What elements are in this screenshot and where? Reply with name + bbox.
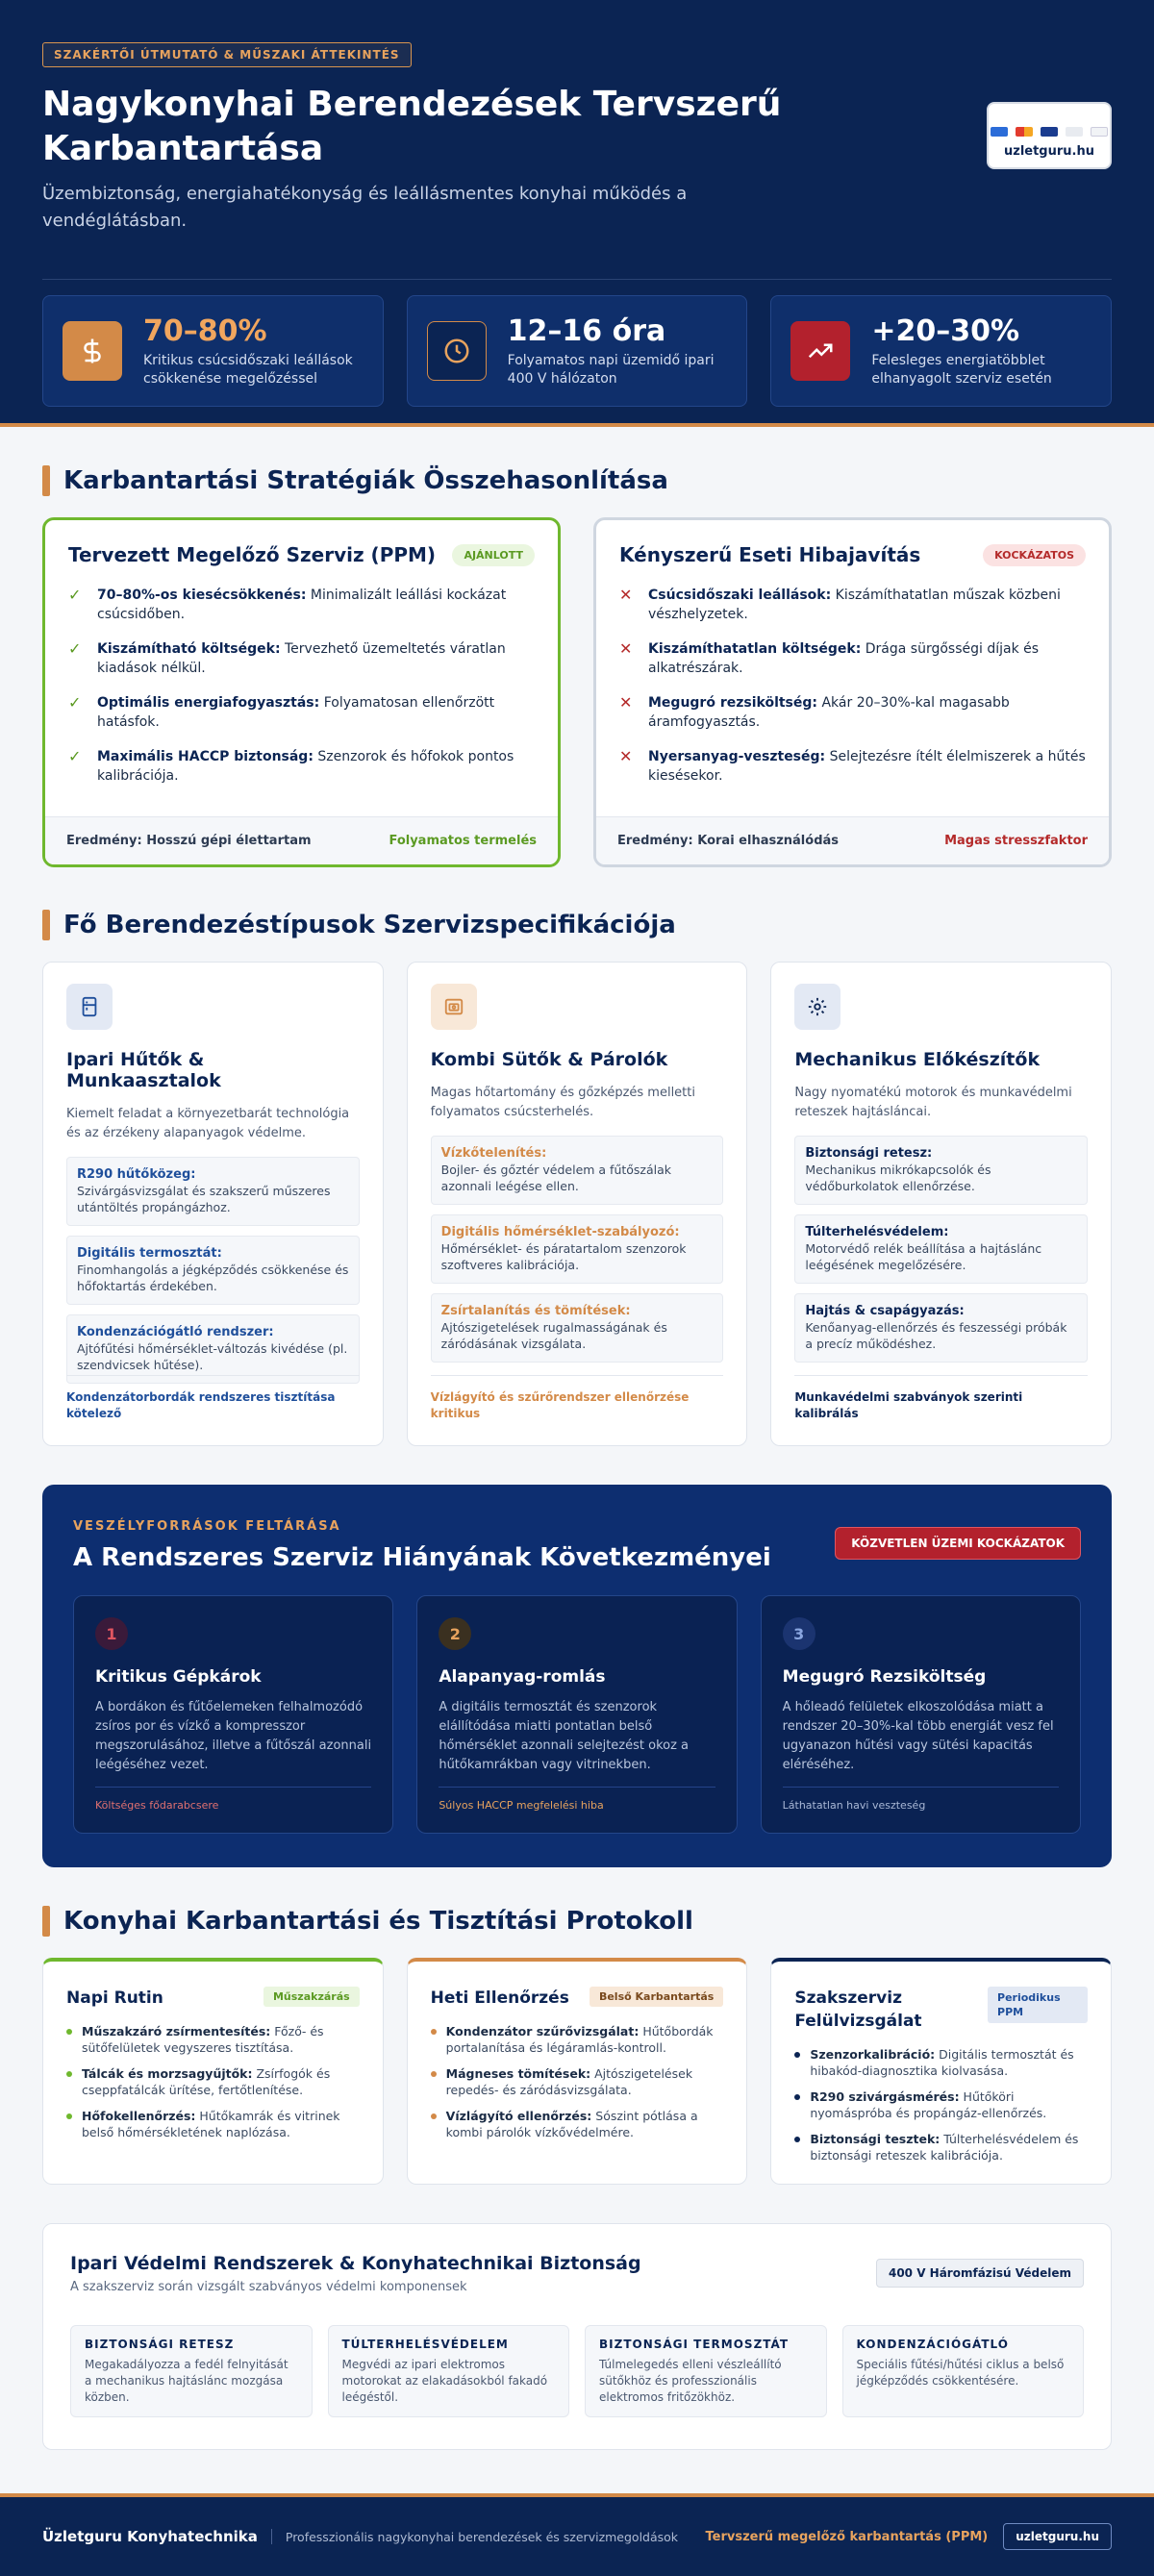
bullet-icon <box>794 2137 800 2142</box>
risk-kicker: VESZÉLYFORRÁSOK FELTÁRÁSA <box>73 1519 341 1534</box>
footer-text: Professzionális nagykonyhai berendezések és szervizmegoldások <box>285 2529 679 2544</box>
payment-cards <box>989 127 1110 137</box>
section-accent-bar <box>42 1906 50 1937</box>
oven-icon <box>431 984 477 1030</box>
spec-item: Biztonsági retesz: Mechanikus mikrókapcsolók és védőburkolatok ellenőrzése. <box>794 1136 1088 1205</box>
list-item: Hőfokellenőrzés: Hűtőkamrák és vitrinek belső hőmérsékletének naplózása. <box>66 2108 360 2140</box>
protocol-title: Napi Rutin <box>66 1988 163 2008</box>
list-item: ✓ 70–80%-os kiesécsökkenés: Minimalizált leállási kockázat csúcsidőben. <box>68 586 507 622</box>
protocol-card-service <box>770 1958 1112 2185</box>
check-icon: ✓ <box>68 693 82 712</box>
hero-badge: SZAKÉRTŐI ÚTMUTATÓ & MŰSZAKI ÁTTEKINTÉS <box>42 42 412 67</box>
protocol-tag: Belső Karbantartás <box>590 1987 723 2007</box>
comparison-row <box>42 517 1112 867</box>
bullet-icon <box>794 2094 800 2100</box>
spec-item: Hajtás & csapágyazás: Kenőanyag-ellenőrzés és feszességi próbák a precíz működéshez. <box>794 1293 1088 1363</box>
page-subtitle: Üzembiztonság, energiahatékonyság és leállásmentes konyhai működés a vendéglátásban. <box>42 184 688 231</box>
safety-item-title: TÚLTERHELÉSVÉDELEM <box>341 2338 509 2351</box>
risk-card-foot: Költséges fődarabcsere <box>95 1787 371 1812</box>
section-header <box>42 910 1112 940</box>
bullet-icon <box>66 2071 72 2077</box>
bullet-icon <box>66 2029 72 2035</box>
spec-footer: Vízlágyító és szűrőrendszer ellenőrzése kritikus <box>431 1375 724 1422</box>
spec-item: Túlterhelésvédelem: Motorvédő relék beállítása a hajtáslánc leégésének megelőzésére. <box>794 1214 1088 1284</box>
card-icon <box>1066 127 1083 137</box>
card-footer <box>596 816 1109 864</box>
safety-item-desc: Megvédi az ipari elektromos motorokat az elakadásokból fakadó leégéstől. <box>341 2358 548 2404</box>
card-footer <box>45 816 558 864</box>
spec-desc: Kiemelt feladat a környezetbarát technológia és az érzékeny alapanyagok védelme. <box>66 1107 350 1140</box>
stat-desc: Folyamatos napi üzemidő ipari 400 V hálózaton <box>507 352 715 387</box>
list-item: ✕ Csúcsidőszaki leállások: Kiszámíthatatlan műszak közbeni vészhelyzetek. <box>619 586 1061 622</box>
card-icon <box>1091 127 1108 137</box>
protocol-card-daily <box>42 1958 384 2185</box>
cross-icon: ✕ <box>619 693 633 712</box>
check-icon: ✓ <box>68 747 82 765</box>
risk-panel <box>42 1485 1112 1867</box>
risky-badge: KOCKÁZATOS <box>983 544 1086 566</box>
risk-number: 2 <box>439 1617 471 1650</box>
safety-panel <box>42 2223 1112 2450</box>
protocol-title: Szakszerviz Felülvizsgálat <box>794 1988 922 2031</box>
stat-card <box>770 295 1112 407</box>
risk-number: 3 <box>783 1617 815 1650</box>
risk-card-desc: A digitális termosztát és szenzorok elállítódása miatti pontatlan belső hőmérséklet azonnali selejtezést okoz a hűtőkamrákban vagy vitrinekben. <box>439 1700 690 1772</box>
spec-card-fridges <box>42 962 384 1446</box>
spec-item: Digitális termosztát: Finomhangolás a jégképződés csökkenése és hőfoktartás érdekében. <box>66 1236 360 1305</box>
spec-title: Kombi Sütők & Párolók <box>430 1049 668 1070</box>
stat-value: 70–80% <box>143 313 267 348</box>
risk-list <box>596 566 1109 786</box>
list-item: ✓ Optimális energiafogyasztás: Folyamatosan ellenőrzött hatásfok. <box>68 693 495 730</box>
risk-card-desc: A hőleadó felületek elkoszolódása miatt a rendszer 20–30%-kal több energiát vesz fel ugyanazon hűtési vagy sütési kapacitás eléréséhez. <box>782 1700 1054 1772</box>
protocol-row <box>42 1958 1112 2185</box>
section-title: Konyhai Karbantartási és Tisztítási Protokoll <box>63 1907 693 1936</box>
stat-desc: Kritikus csúcsidőszaki leállások csökkenése megelőzéssel <box>143 352 353 387</box>
check-icon: ✓ <box>68 639 82 658</box>
list-item: ✕ Nyersanyag-veszteség: Selejtezésre ítélt élelmiszerek a hűtés kiesésekor. <box>619 747 1086 784</box>
stat-desc: Felesleges energiatöbblet elhanyagolt szerviz esetén <box>871 352 1052 387</box>
risk-card-title: Kritikus Gépkárok <box>95 1667 262 1687</box>
page-title: Nagykonyhai Berendezések Tervszerű Karbantartása <box>42 85 782 168</box>
cross-icon: ✕ <box>619 747 633 765</box>
risk-card <box>416 1595 737 1834</box>
fridge-icon <box>66 984 113 1030</box>
risk-number: 1 <box>95 1617 128 1650</box>
safety-item-title: BIZTONSÁGI TERMOSZTÁT <box>599 2338 790 2351</box>
safety-item-title: KONDENZÁCIÓGÁTLÓ <box>856 2338 1009 2351</box>
card-icon <box>1041 127 1058 137</box>
list-item: ✓ Maximális HACCP biztonság: Szenzorok és hőfokok pontos kalibrációja. <box>68 747 514 784</box>
card-title: Kényszerű Eseti Hibajavítás <box>619 543 921 566</box>
list-item: Mágneses tömítések: Ajtószigetelések repedés- és záródásvizsgálata. <box>431 2065 724 2098</box>
list-item: Szenzorkalibráció: Digitális termosztát és hibakód-diagnosztika kiolvasása. <box>794 2046 1088 2079</box>
section-title: Fő Berendezéstípusok Szervizspecifikációja <box>63 911 676 939</box>
spec-footer: Munkavédelmi szabványok szerinti kalibrálás <box>794 1375 1088 1422</box>
footer-result: Eredmény: Hosszú gépi élettartam <box>66 834 312 848</box>
cross-icon: ✕ <box>619 586 633 604</box>
safety-item-title: BIZTONSÁGI RETESZ <box>85 2338 235 2351</box>
safety-item <box>70 2325 313 2417</box>
gear-icon <box>794 984 840 1030</box>
stat-card <box>42 295 384 407</box>
trend-up-icon <box>790 321 850 381</box>
divider <box>42 279 1112 280</box>
brand-name: uzletguru.hu <box>1004 144 1094 159</box>
safety-title: Ipari Védelmi Rendszerek & Konyhatechnikai Biztonság <box>70 2253 641 2274</box>
safety-item-desc: Túlmelegedés elleni vészleállító sütőkhöz és professzionális elektromos fritőzökhöz. <box>599 2358 782 2404</box>
safety-item <box>585 2325 827 2417</box>
spec-item: R290 hűtőközeg: Szivárgásvizsgálat és szakszerű műszeres utántöltés propángázhoz. <box>66 1157 360 1226</box>
section-header <box>42 465 1112 496</box>
list-item: Biztonsági tesztek: Túlterhelésvédelem és biztonsági reteszek kalibrációja. <box>794 2131 1088 2163</box>
website-button[interactable]: uzletguru.hu <box>1003 2523 1112 2550</box>
page-footer <box>0 2493 1154 2576</box>
safety-subtitle: A szakszerviz során vizsgált szabványos védelmi komponensek <box>70 2280 467 2294</box>
risk-card-title: Megugró Rezsiköltség <box>782 1667 987 1687</box>
protocol-title: Heti Ellenőrzés <box>430 1988 569 2008</box>
safety-item <box>328 2325 570 2417</box>
footer-brand: Üzletguru Konyhatechnika <box>42 2528 258 2545</box>
brand-logo-box[interactable] <box>987 102 1112 169</box>
spec-card-mechanical <box>770 962 1112 1446</box>
equipment-specs <box>42 962 1112 1446</box>
risk-card-foot: Súlyos HACCP megfelelési hiba <box>439 1787 715 1812</box>
section-accent-bar <box>42 465 50 496</box>
risk-card-desc: A bordákon és fűtőelemeken felhalmozódó zsíros por és vízkő a kompresszor megszorulásához, illetve a fűtőszál azonnali leégéséhez vezet. <box>95 1700 372 1772</box>
spec-item: Kondenzációgátló rendszer: Ajtófűtési hőmérséklet-változás kivédése (pl. szendvicsek hűtése). <box>66 1314 360 1384</box>
reactive-card <box>593 517 1112 867</box>
bullet-icon <box>431 2113 437 2119</box>
bullet-icon <box>794 2052 800 2058</box>
section-header <box>42 1906 1112 1937</box>
list-item: ✕ Kiszámíthatatlan költségek: Drága sürgősségi díjak és alkatrészárak. <box>619 639 1040 676</box>
list-item: Kondenzátor szűrővizsgálat: Hűtőbordák portalanítása és légáramlás-kontroll. <box>431 2023 724 2056</box>
spec-card-ovens <box>407 962 748 1446</box>
list-item: ✓ Kiszámítható költségek: Tervezhető üzemeltetés váratlan kiadások nélkül. <box>68 639 506 676</box>
risk-badge: KÖZVETLEN ÜZEMI KOCKÁZATOK <box>835 1527 1081 1560</box>
protocol-tag: Periodikus PPM <box>988 1987 1088 2023</box>
footer-result: Eredmény: Korai elhasználódás <box>617 834 840 848</box>
voltage-badge: 400 V Háromfázisú Védelem <box>876 2259 1084 2288</box>
risk-title: A Rendszeres Szerviz Hiányának Következményei <box>73 1543 771 1572</box>
card-icon <box>1016 127 1033 137</box>
spec-item: Vízkőtelenítés: Bojler- és gőztér védelem a fűtőszálak azonnali leégése ellen. <box>431 1136 724 1205</box>
safety-item-desc: Speciális fűtési/hűtési ciklus a belső jégképződés csökkentésére. <box>856 2358 1065 2388</box>
safety-item-desc: Megakadályozza a fedél felnyitását a mechanikus hajtáslánc mozgása közben. <box>85 2358 288 2404</box>
dollar-icon <box>63 321 122 381</box>
protocol-card-weekly <box>407 1958 748 2185</box>
card-icon <box>991 127 1008 137</box>
bullet-icon <box>431 2071 437 2077</box>
section-title: Karbantartási Stratégiák Összehasonlítása <box>63 466 668 495</box>
spec-title: Mechanikus Előkészítők <box>794 1049 1041 1070</box>
risk-card-title: Alapanyag-romlás <box>439 1667 606 1687</box>
cross-icon: ✕ <box>619 639 633 658</box>
divider <box>271 2529 272 2544</box>
bullet-icon <box>66 2113 72 2119</box>
risk-card <box>73 1595 393 1834</box>
list-item: Műszakzáró zsírmentesítés: Főző- és sütőfelületek vegyszeres tisztítása. <box>66 2023 360 2056</box>
bullet-icon <box>431 2029 437 2035</box>
spec-desc: Nagy nyomatékú motorok és munkavédelmi reteszek hajtásláncai. <box>794 1086 1072 1119</box>
ppm-card <box>42 517 561 867</box>
clock-icon <box>427 321 487 381</box>
stats-row <box>42 295 1112 407</box>
spec-desc: Magas hőtartomány és gőzképzés melletti folyamatos csúcsterhelés. <box>430 1086 695 1119</box>
stat-value: 12–16 óra <box>507 313 666 348</box>
spec-title: Ipari Hűtők & Munkaasztalok <box>66 1049 221 1091</box>
stat-card <box>407 295 748 407</box>
spec-item: Zsírtalanítás és tömítések: Ajtószigetelések rugalmasságának és záródásának vizsgálata. <box>431 1293 724 1363</box>
spec-item: Digitális hőmérséklet-szabályozó: Hőmérséklet- és páratartalom szenzorok szoftveres kalibrációja. <box>431 1214 724 1284</box>
safety-item <box>842 2325 1085 2417</box>
check-icon: ✓ <box>68 586 82 604</box>
list-item: ✕ Megugró rezsiköltség: Akár 20–30%-kal magasabb áramfogyasztás. <box>619 693 1010 730</box>
recommended-badge: AJÁNLOTT <box>452 544 535 566</box>
stat-value: +20–30% <box>871 313 1020 348</box>
protocol-tag: Műszakzárás <box>263 1987 360 2007</box>
footer-status: Folyamatos termelés <box>389 834 537 848</box>
spec-footer: Kondenzátorbordák rendszeres tisztítása kötelező <box>66 1375 360 1422</box>
list-item: Tálcák és morzsagyűjtők: Zsírfogók és cseppfatálcák ürítése, fertőtlenítése. <box>66 2065 360 2098</box>
hero-header <box>0 0 1154 427</box>
risk-card-foot: Láthatatlan havi veszteség <box>783 1787 1059 1812</box>
section-accent-bar <box>42 910 50 940</box>
footer-status: Magas stresszfaktor <box>944 834 1088 848</box>
list-item: R290 szivárgásmérés: Hűtőköri nyomáspróba és propángáz-ellenőrzés. <box>794 2088 1088 2121</box>
card-title: Tervezett Megelőző Szerviz (PPM) <box>68 543 437 566</box>
footer-ppm: Tervszerű megelőző karbantartás (PPM) <box>705 2529 989 2544</box>
benefit-list <box>45 566 558 786</box>
list-item: Vízlágyító ellenőrzés: Sószint pótlása a kombi párolók vízkővédelmére. <box>431 2108 724 2140</box>
risk-card <box>761 1595 1081 1834</box>
